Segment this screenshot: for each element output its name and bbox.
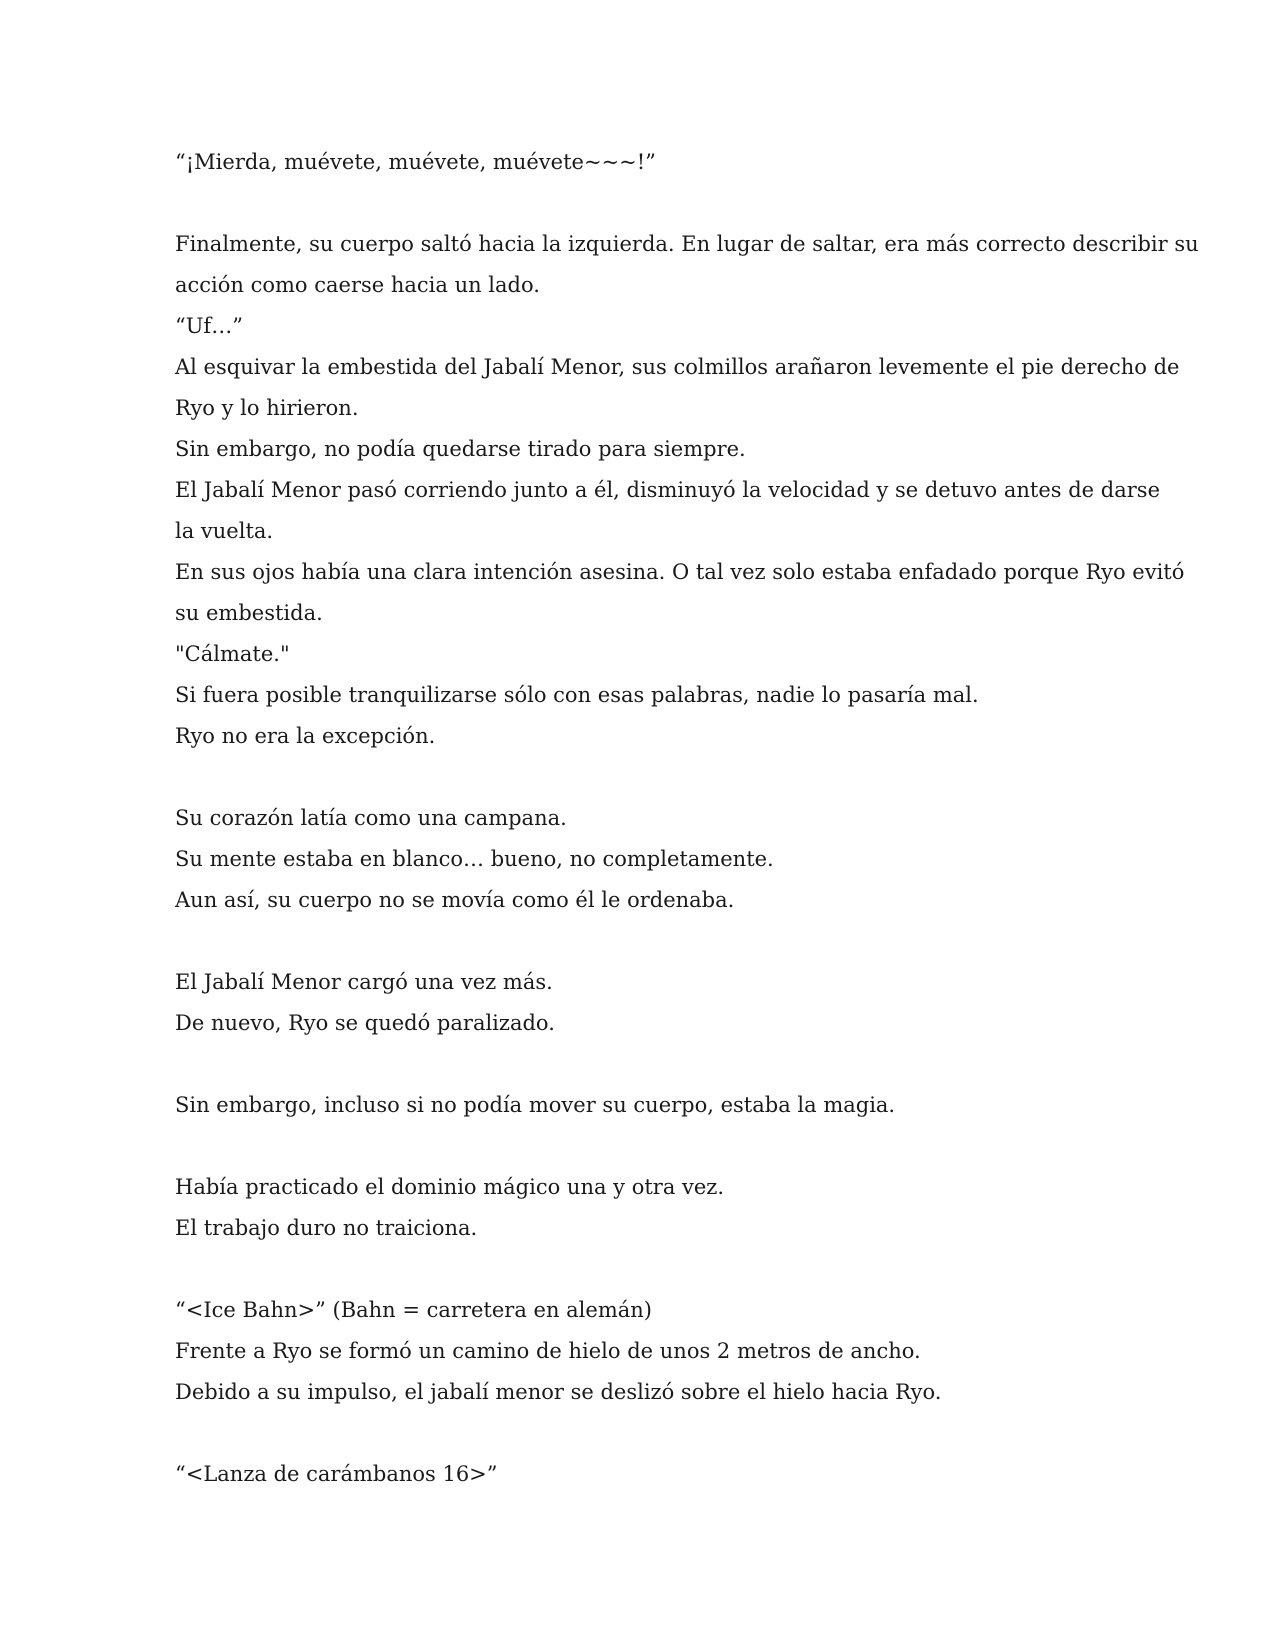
text-line: “<Ice Bahn>” (Bahn = carretera en alemán) <box>175 1298 652 1322</box>
text-line: Al esquivar la embestida del Jabalí Menor, sus colmillos arañaron levemente el pie derecho de <box>175 355 1180 379</box>
blank-line <box>175 1413 1110 1454</box>
text-line: Sin embargo, no podía quedarse tirado para siempre. <box>175 437 746 461</box>
text-line: El trabajo duro no traiciona. <box>175 1216 478 1240</box>
text-line: la vuelta. <box>175 519 274 543</box>
text-line: acción como caerse hacia un lado. <box>175 273 540 297</box>
text-line: Su corazón latía como una campana. <box>175 806 567 830</box>
blank-line <box>175 921 1110 962</box>
blank-line <box>175 183 1110 224</box>
text-line: Su mente estaba en blanco… bueno, no completamente. <box>175 847 774 871</box>
blank-line <box>175 1126 1110 1167</box>
text-line: Frente a Ryo se formó un camino de hielo de unos 2 metros de ancho. <box>175 1339 921 1363</box>
text-line: En sus ojos había una clara intención asesina. O tal vez solo estaba enfadado porque Ryo evitó <box>175 560 1185 584</box>
blank-line <box>175 1044 1110 1085</box>
text-line: De nuevo, Ryo se quedó paralizado. <box>175 1011 555 1035</box>
text-line: su embestida. <box>175 601 323 625</box>
blank-line <box>175 757 1110 798</box>
text-line: “<Lanza de carámbanos 16>” <box>175 1462 498 1486</box>
document-body <box>175 142 1199 1495</box>
text-line: Sin embargo, incluso si no podía mover su cuerpo, estaba la magia. <box>175 1093 896 1117</box>
text-line: Debido a su impulso, el jabalí menor se deslizó sobre el hielo hacia Ryo. <box>175 1380 942 1404</box>
text-line: Finalmente, su cuerpo saltó hacia la izquierda. En lugar de saltar, era más correcto describir su <box>175 232 1199 256</box>
blank-line <box>175 1249 1110 1290</box>
text-line: “Uf…” <box>175 314 243 338</box>
text-line: Ryo no era la excepción. <box>175 724 436 748</box>
text-line: Si fuera posible tranquilizarse sólo con esas palabras, nadie lo pasaría mal. <box>175 683 979 707</box>
text-line: El Jabalí Menor pasó corriendo junto a él, disminuyó la velocidad y se detuvo antes de darse <box>175 478 1160 502</box>
text-line: "Cálmate." <box>175 642 290 666</box>
text-line: El Jabalí Menor cargó una vez más. <box>175 970 553 994</box>
text-line: “¡Mierda, muévete, muévete, muévete~~~!” <box>175 150 656 174</box>
text-line: Aun así, su cuerpo no se movía como él le ordenaba. <box>175 888 735 912</box>
text-line: Ryo y lo hirieron. <box>175 396 359 420</box>
text-line: Había practicado el dominio mágico una y otra vez. <box>175 1175 725 1199</box>
